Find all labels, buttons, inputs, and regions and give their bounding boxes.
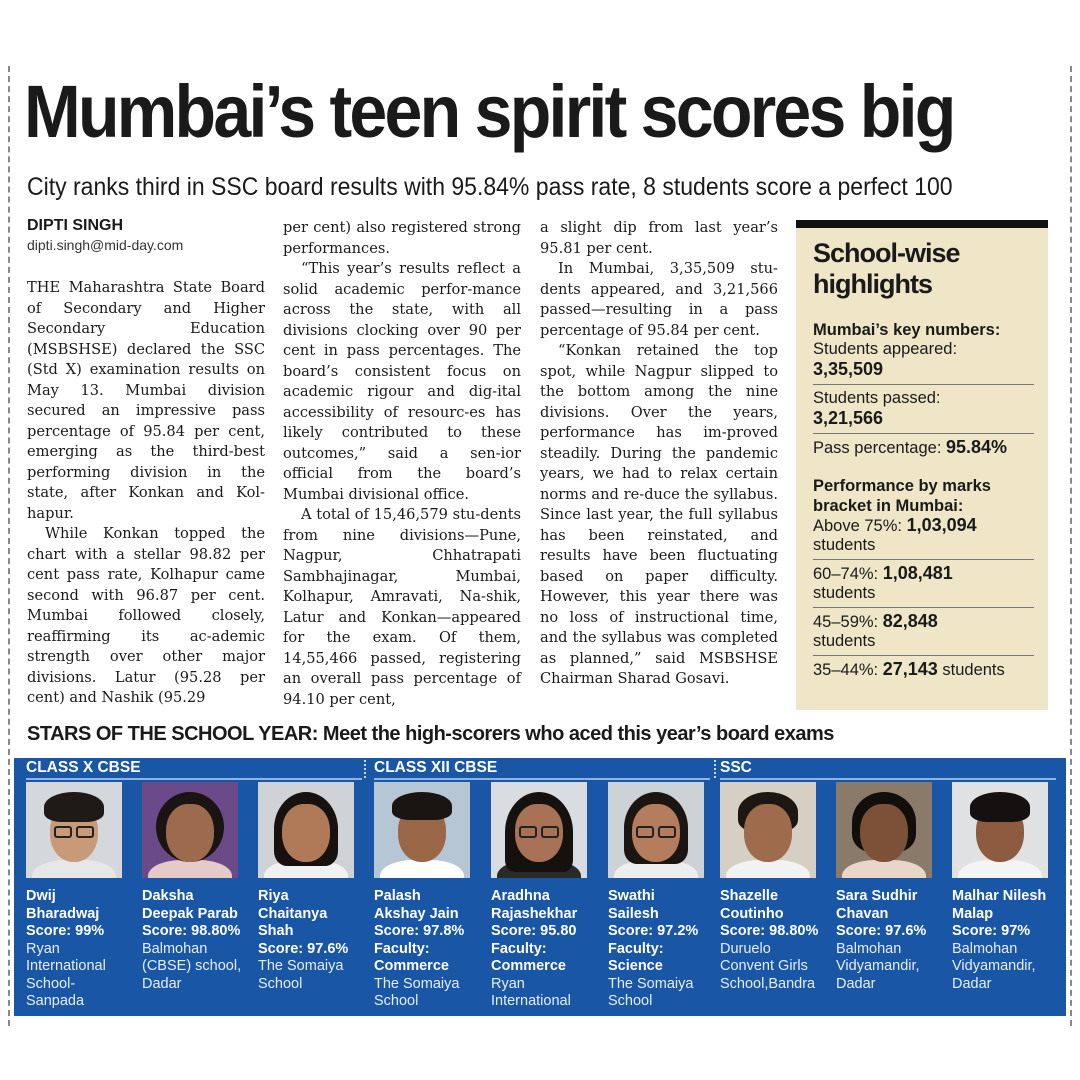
stars-panel bbox=[14, 758, 1066, 1016]
appeared-label: Students appeared: bbox=[813, 340, 958, 358]
paragraph: THE Maharashtra State Board of Secondary and Higher Secondary Education (MSBSHSE) declared the SSC (Std X) examination results on May 13. Mumbai division secured an impressive pass percentage of 95.84 per cent, emerging as the third-best performing division in the state, after Konkan and Kol-hapur. bbox=[27, 279, 265, 522]
student-score: Score: 98.80% bbox=[720, 923, 819, 939]
bracket-row: 60–74%: 1,08,481 students bbox=[813, 563, 953, 602]
student-score: Score: 98.80% bbox=[142, 923, 241, 939]
passed-value: 3,21,566 bbox=[813, 408, 884, 428]
student-card bbox=[608, 782, 708, 1011]
student-score: Score: 97.6% bbox=[836, 923, 927, 939]
section-label-class-x: CLASS X CBSE bbox=[26, 759, 141, 776]
divider bbox=[813, 607, 1034, 608]
student-photo bbox=[491, 782, 587, 878]
student-score: Score: 97.8% bbox=[374, 923, 465, 939]
divider bbox=[813, 384, 1034, 385]
subheadline: City ranks third in SSC board results with 95.84% pass rate, 8 students score a perfect 100 bbox=[27, 173, 953, 201]
byline-email: dipti.singh@mid-day.com bbox=[27, 237, 184, 253]
student-photo bbox=[608, 782, 704, 878]
student-photo bbox=[836, 782, 932, 878]
student-school: Balmohan (CBSE) school, Dadar bbox=[142, 940, 242, 992]
stars-section-title: STARS OF THE SCHOOL YEAR: Meet the high-scorers who aced this year’s board exams bbox=[27, 723, 834, 745]
student-score: Score: 99% bbox=[26, 923, 105, 939]
student-school: Duruelo Convent Girls School,Bandra bbox=[720, 940, 816, 992]
student-name: Palash Akshay Jain bbox=[374, 888, 459, 922]
student-name: Dwij Bharadwaj bbox=[26, 888, 100, 922]
student-score: Score: 95.80 bbox=[491, 923, 577, 939]
bracket-row: Above 75%: 1,03,094 students bbox=[813, 515, 977, 554]
page-border-right bbox=[1070, 66, 1072, 1026]
student-card bbox=[26, 782, 126, 1011]
student-photo bbox=[142, 782, 238, 878]
section-divider bbox=[364, 760, 366, 778]
appeared-value: 3,35,509 bbox=[813, 359, 884, 379]
student-photo bbox=[952, 782, 1048, 878]
student-faculty: Faculty: Commerce bbox=[374, 940, 449, 974]
student-school: Balmohan Vidyamandir, Dadar bbox=[836, 940, 920, 992]
student-name: Swathi Sailesh bbox=[608, 888, 659, 922]
student-photo bbox=[258, 782, 354, 878]
student-school: The Somaiya School bbox=[258, 958, 344, 992]
article-column-2 bbox=[283, 218, 521, 710]
headline: Mumbai’s teen spirit scores big bbox=[24, 70, 954, 153]
student-school: The Somaiya School bbox=[608, 975, 694, 1009]
student-card bbox=[491, 782, 591, 1011]
student-photo bbox=[26, 782, 122, 878]
section-divider bbox=[714, 760, 716, 778]
key-numbers-heading: Mumbai’s key numbers: bbox=[813, 321, 1001, 339]
paragraph: a slight dip from last year’s 95.81 per cent. bbox=[540, 219, 778, 257]
bracket-row: 45–59%: 82,848 students bbox=[813, 611, 938, 650]
student-card bbox=[142, 782, 242, 993]
paragraph: per cent) also registered strong performances. bbox=[283, 219, 521, 257]
student-name: Daksha Deepak Parab bbox=[142, 888, 238, 922]
student-school: Ryan International School-Sanpada bbox=[26, 940, 106, 1009]
student-faculty: Faculty: Science bbox=[608, 940, 664, 974]
student-name: Sara Sudhir Chavan bbox=[836, 888, 918, 922]
article-column-3 bbox=[540, 218, 778, 690]
student-score: Score: 97.2% bbox=[608, 923, 699, 939]
student-score: Score: 97.6% bbox=[258, 940, 349, 957]
student-card bbox=[374, 782, 474, 1011]
divider bbox=[813, 655, 1034, 656]
paragraph: While Konkan topped the chart with a stellar 98.82 per cent pass rate, Kolhapur came second with 96.87 per cent. Mumbai followed closely, reaffirming its ac-ademic strength over other major divisions. Latur (95.28 per cent) and Nashik (95.29 bbox=[27, 525, 265, 706]
paragraph: “Konkan retained the top spot, while Nagpur slipped to the bottom among the nine divisions. Over the years, performance has im-proved steadily. During the pandemic years, we had to relax certain norms and re-duce the syllabus. Since last year, the full syllabus has been reinstated, and results have been fluctuating based on paper difficulty. However, this year there was no loss of instructional time, and the syllabus was completed as planned,” said MSBSHSE Chairman Sharad Gosavi. bbox=[540, 342, 778, 687]
section-label-class-xii: CLASS XII CBSE bbox=[374, 759, 498, 776]
student-photo bbox=[720, 782, 816, 878]
sidebar-title: School-wise highlights bbox=[813, 238, 960, 299]
paragraph: A total of 15,46,579 stu-dents from nine divisions—Pune, Nagpur, Chhatrapati Sambhajinagar, Mumbai, Kolhapur, Amravati, Na-shik, Latur and Konkan—appeared for the exam. Of them, 14,55,466 passed, registering an overall pass percentage of 94.10 per cent, bbox=[283, 506, 521, 708]
section-label-ssc: SSC bbox=[720, 759, 752, 776]
paragraph: In Mumbai, 3,35,509 stu-dents appeared, and 3,21,566 passed—resulting in a pass percentage of 95.84 per cent. bbox=[540, 260, 778, 339]
student-school: Balmohan Vidyamandir, Dadar bbox=[952, 940, 1036, 992]
section-underline bbox=[720, 778, 1056, 780]
byline-name: DIPTI SINGH bbox=[27, 217, 124, 234]
bracket-row: 35–44%: 27,143 students bbox=[813, 659, 1005, 679]
student-school: Ryan International bbox=[491, 975, 571, 1009]
section-underline bbox=[374, 778, 710, 780]
paragraph: “This year’s results reflect a solid academic perfor-mance across the state, with all divisions clocking over 90 per cent in pass percentages. The board’s consistent focus on academic rigour and dig-ital accessibility of resourc-es has likely contributed to these outcomes,” said a sen-ior official from the board’s Mumbai divisional office. bbox=[283, 260, 521, 503]
student-faculty: Faculty: Commerce bbox=[491, 940, 566, 974]
divider bbox=[813, 433, 1034, 434]
student-name: Malhar Nilesh Malap bbox=[952, 888, 1047, 922]
student-name: Aradhna Rajashekhar bbox=[491, 888, 578, 922]
page-border-left bbox=[8, 66, 10, 1026]
student-card bbox=[720, 782, 820, 993]
student-card bbox=[836, 782, 936, 993]
passed-label: Students passed: bbox=[813, 389, 941, 407]
section-underline bbox=[26, 778, 362, 780]
student-score: Score: 97% bbox=[952, 923, 1031, 939]
pass-percentage: Pass percentage: 95.84% bbox=[813, 437, 1008, 457]
student-name: Riya Chaitanya Shah bbox=[258, 888, 328, 939]
highlights-sidebar bbox=[796, 220, 1048, 710]
student-card bbox=[952, 782, 1052, 993]
divider bbox=[813, 559, 1034, 560]
student-name: Shazelle Coutinho bbox=[720, 888, 784, 922]
performance-heading: Performance by marks bracket in Mumbai: bbox=[813, 477, 991, 515]
student-card bbox=[258, 782, 358, 993]
student-school: The Somaiya School bbox=[374, 975, 460, 1009]
student-photo bbox=[374, 782, 470, 878]
article-column-1 bbox=[27, 278, 265, 709]
